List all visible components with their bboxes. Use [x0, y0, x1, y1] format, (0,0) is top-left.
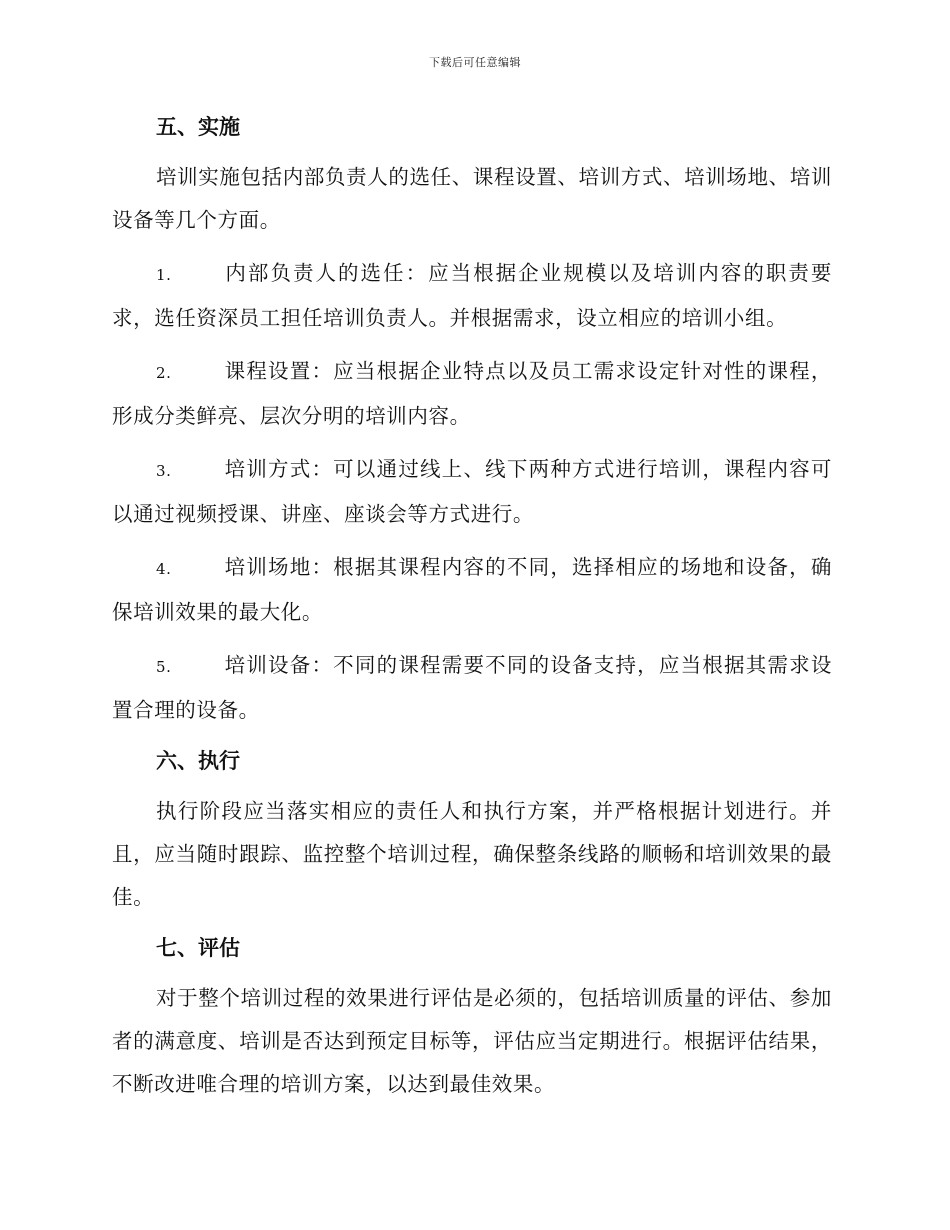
implementation-intro: 培训实施包括内部负责人的选任、课程设置、培训方式、培训场地、培训设备等几个方面。: [112, 165, 832, 232]
list-item-number: 3.: [156, 462, 172, 480]
header-note: 下载后可任意编辑: [429, 56, 521, 69]
section-heading-evaluation: 七、评估: [156, 936, 240, 960]
list-item: [112, 546, 832, 634]
list-item-number: 4.: [156, 560, 172, 578]
list-item: [112, 644, 832, 732]
list-item: [112, 448, 832, 536]
list-item-text: 课程设置：应当根据企业特点以及员工需求设定针对性的课程，形成分类鲜亮、层次分明的培训内容。: [112, 359, 832, 428]
section-heading-execution: 六、执行: [156, 749, 240, 773]
list-item-text: 培训方式：可以通过线上、线下两种方式进行培训，课程内容可以通过视频授课、讲座、座谈会等方式进行。: [112, 457, 832, 526]
list-item-number: 5.: [156, 658, 172, 676]
evaluation-body: 对于整个培训过程的效果进行评估是必须的，包括培训质量的评估、参加者的满意度、培训是否达到预定目标等，评估应当定期进行。根据评估结果，不断改进唯合理的培训方案，以达到最佳效果。: [112, 986, 832, 1096]
list-item-number: 2.: [156, 364, 172, 382]
list-item: [112, 252, 832, 340]
list-item: [112, 350, 832, 438]
document-content: [112, 108, 832, 1116]
section-heading-implementation: 五、实施: [156, 115, 240, 139]
execution-body: 执行阶段应当落实相应的责任人和执行方案，并严格根据计划进行。并且，应当随时跟踪、监控整个培训过程，确保整条线路的顺畅和培训效果的最佳。: [112, 799, 832, 909]
list-item-number: 1.: [156, 266, 172, 284]
list-item-text: 内部负责人的选任：应当根据企业规模以及培训内容的职责要求，选任资深员工担任培训负责人。并根据需求，设立相应的培训小组。: [112, 261, 832, 330]
list-item-text: 培训场地：根据其课程内容的不同，选择相应的场地和设备，确保培训效果的最大化。: [112, 555, 832, 624]
list-item-text: 培训设备：不同的课程需要不同的设备支持，应当根据其需求设置合理的设备。: [112, 653, 832, 722]
